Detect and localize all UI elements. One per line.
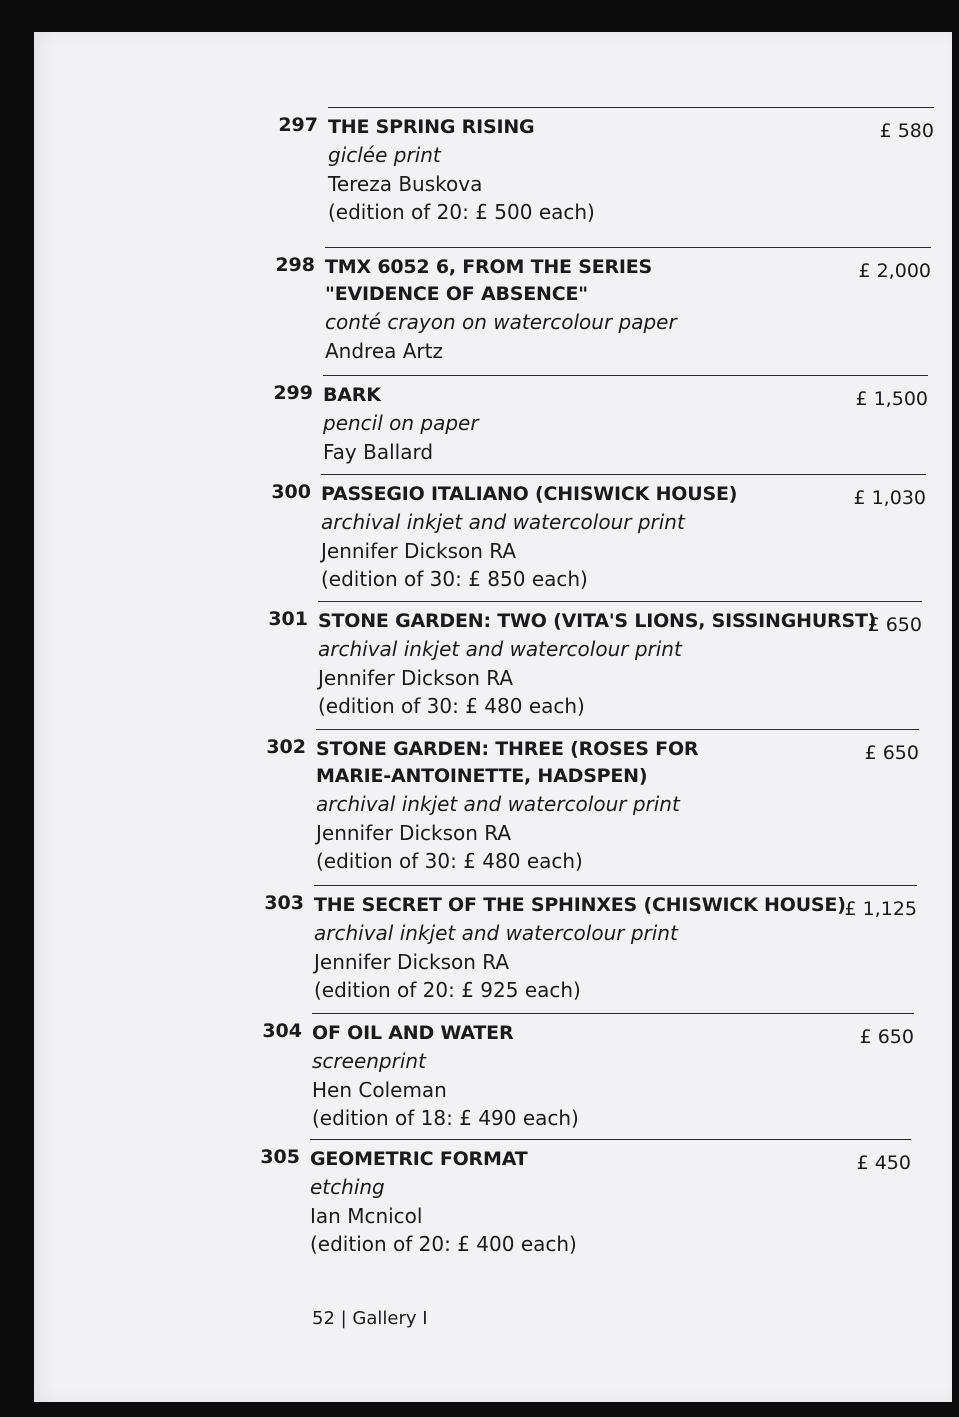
entry-artist: Jennifer Dickson RA xyxy=(318,666,514,690)
entry-price: £ 580 xyxy=(879,120,934,142)
entry-edition: (edition of 20: £ 500 each) xyxy=(328,200,595,224)
entry-artist: Jennifer Dickson RA xyxy=(321,539,517,563)
catalogue-entry-298 xyxy=(275,247,931,365)
entry-edition: (edition of 18: £ 490 each) xyxy=(312,1106,579,1130)
entry-edition: (edition of 30: £ 480 each) xyxy=(316,849,583,873)
entry-medium: archival inkjet and watercolour print xyxy=(316,792,680,816)
entry-artist: Jennifer Dickson RA xyxy=(316,821,512,845)
catalogue-entry-297 xyxy=(278,107,934,227)
entry-title: THE SPRING RISING xyxy=(328,116,535,138)
entry-title-continued: MARIE-ANTOINETTE, HADSPEN) xyxy=(316,765,648,787)
entry-medium: pencil on paper xyxy=(323,411,479,435)
catalogue-entry-299 xyxy=(273,375,928,466)
entry-number: 302 xyxy=(266,736,306,758)
catalogue-entry-304 xyxy=(262,1013,914,1133)
entry-price: £ 2,000 xyxy=(858,260,931,282)
entry-title: STONE GARDEN: TWO (VITA'S LIONS, SISSINGHURST) xyxy=(318,610,877,632)
entry-title-continued: "EVIDENCE OF ABSENCE" xyxy=(325,283,588,305)
entry-artist: Jennifer Dickson RA xyxy=(314,950,510,974)
entry-number: 298 xyxy=(275,254,315,276)
entry-edition: (edition of 20: £ 400 each) xyxy=(310,1232,577,1256)
entry-medium: archival inkjet and watercolour print xyxy=(318,637,682,661)
entry-artist: Hen Coleman xyxy=(312,1078,447,1102)
entry-artist: Tereza Buskova xyxy=(328,172,483,196)
entry-artist: Fay Ballard xyxy=(323,440,434,464)
entry-medium: screenprint xyxy=(312,1049,426,1073)
entry-number: 299 xyxy=(273,382,313,404)
catalogue-entry-301 xyxy=(268,601,922,721)
entry-medium: archival inkjet and watercolour print xyxy=(321,510,685,534)
catalogue-entry-300 xyxy=(271,474,926,594)
entry-number: 303 xyxy=(264,892,304,914)
entry-title: PASSEGIO ITALIANO (CHISWICK HOUSE) xyxy=(321,483,738,505)
entry-price: £ 1,500 xyxy=(855,388,928,410)
entry-number: 304 xyxy=(262,1020,302,1042)
entry-price: £ 1,125 xyxy=(844,898,917,920)
entry-price: £ 650 xyxy=(859,1026,914,1048)
entry-artist: Ian Mcnicol xyxy=(310,1204,423,1228)
entry-price: £ 1,030 xyxy=(853,487,926,509)
entry-number: 305 xyxy=(260,1146,300,1168)
catalogue-entry-305 xyxy=(260,1139,911,1259)
page-footer: 52 | Gallery I xyxy=(312,1308,428,1329)
entry-title: BARK xyxy=(323,384,381,406)
entry-edition: (edition of 20: £ 925 each) xyxy=(314,978,581,1002)
entry-title: THE SECRET OF THE SPHINXES (CHISWICK HOUSE) xyxy=(314,894,846,916)
entry-edition: (edition of 30: £ 850 each) xyxy=(321,567,588,591)
entry-artist: Andrea Artz xyxy=(325,339,443,363)
entry-number: 301 xyxy=(268,608,308,630)
entry-price: £ 450 xyxy=(856,1152,911,1174)
entry-title: GEOMETRIC FORMAT xyxy=(310,1148,528,1170)
entry-title: OF OIL AND WATER xyxy=(312,1022,514,1044)
entry-medium: conté crayon on watercolour paper xyxy=(325,310,677,334)
entry-title: STONE GARDEN: THREE (ROSES FOR xyxy=(316,738,699,760)
catalogue-entry-302 xyxy=(266,729,919,876)
entry-number: 300 xyxy=(271,481,311,503)
catalogue-entry-303 xyxy=(264,885,917,1005)
entry-price: £ 650 xyxy=(864,742,919,764)
entry-price: £ 650 xyxy=(867,614,922,636)
entry-medium: etching xyxy=(310,1175,385,1199)
entry-title: TMX 6052 6, FROM THE SERIES xyxy=(325,256,653,278)
entry-number: 297 xyxy=(278,114,318,136)
entry-medium: archival inkjet and watercolour print xyxy=(314,921,678,945)
entry-medium: giclée print xyxy=(328,143,441,167)
entry-edition: (edition of 30: £ 480 each) xyxy=(318,694,585,718)
catalogue-page xyxy=(34,32,952,1402)
